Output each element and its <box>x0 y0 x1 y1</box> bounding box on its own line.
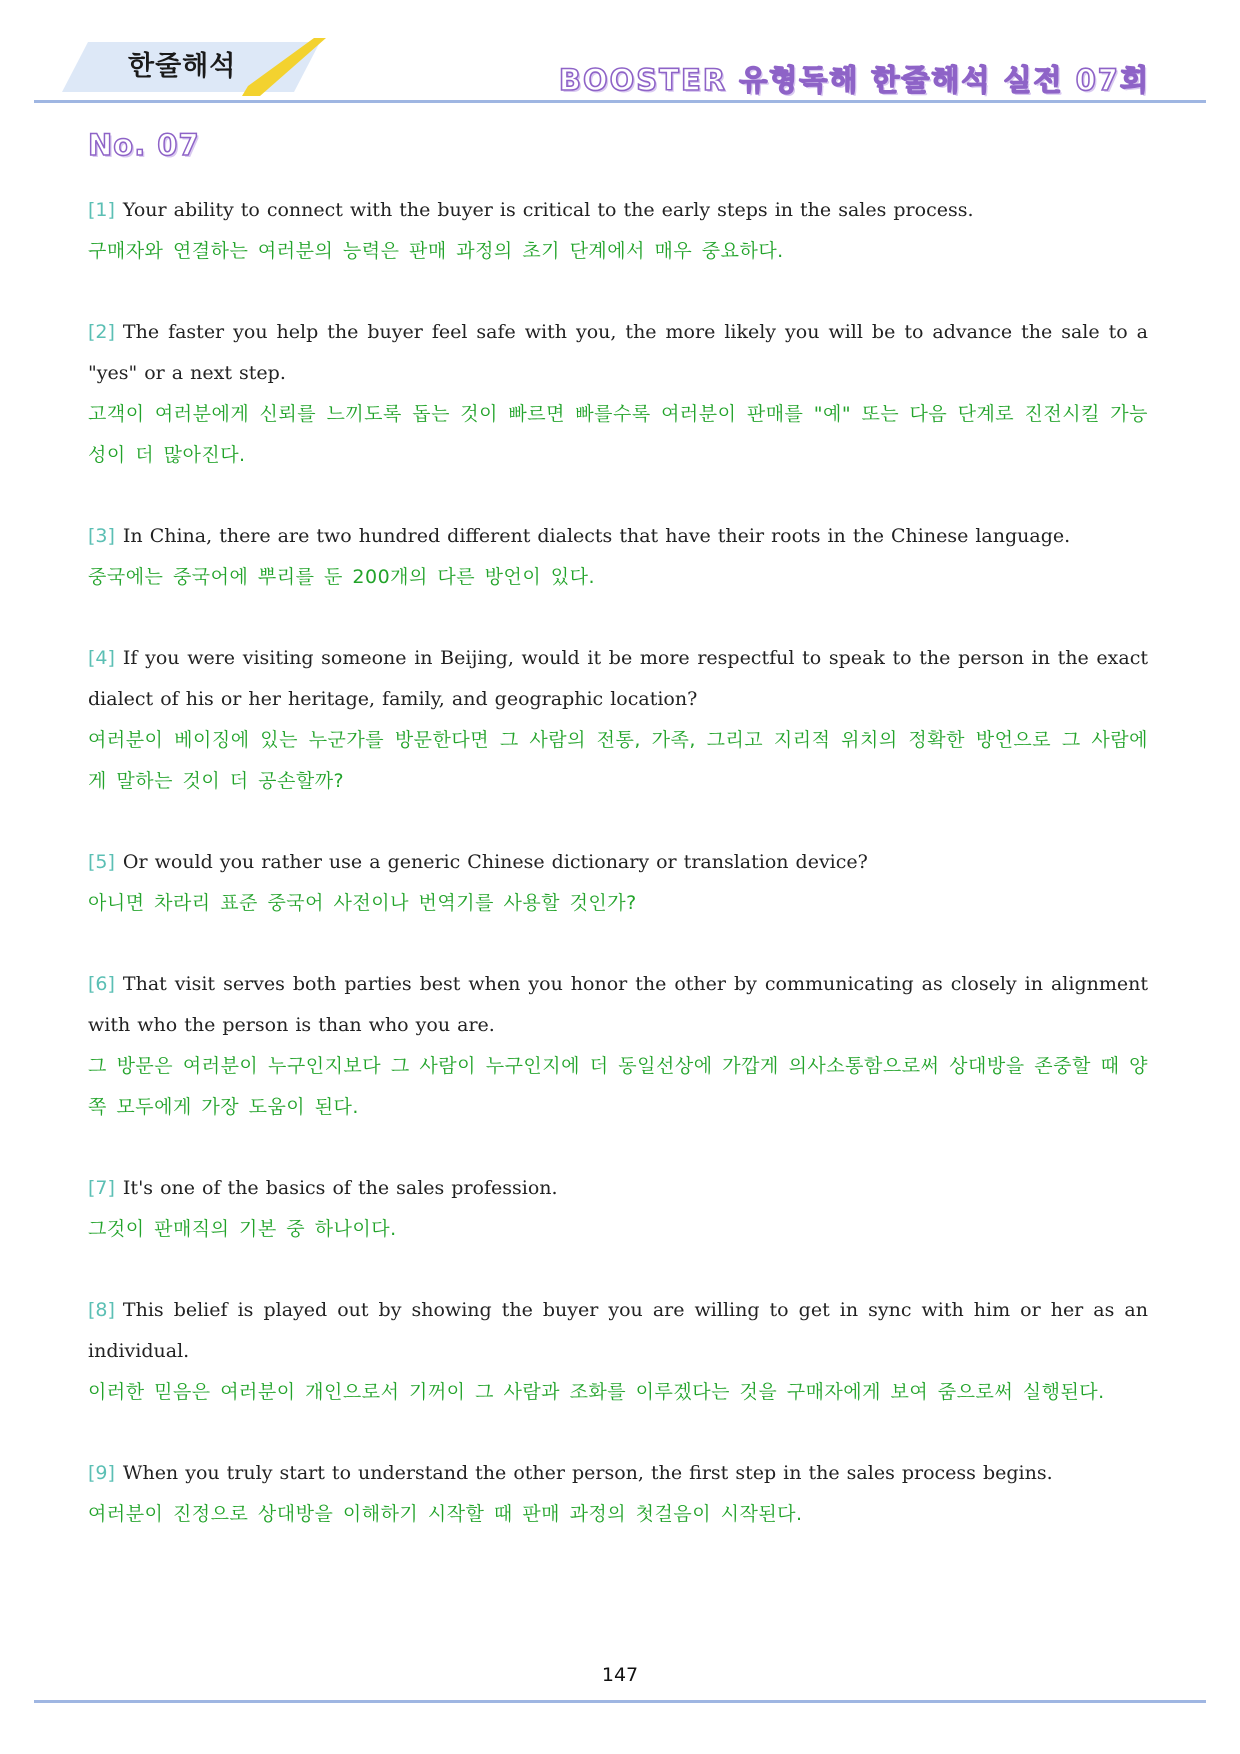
english-text: This belief is played out by showing the buyer you are willing to get in sync with him or her as an individual. <box>88 1299 1148 1362</box>
item-number-heading: No. 07 <box>88 128 200 162</box>
english-sentence <box>88 312 1148 394</box>
header-divider <box>34 100 1206 103</box>
english-sentence <box>88 1168 1148 1209</box>
sentence-block <box>88 1290 1148 1413</box>
english-sentence <box>88 190 1148 231</box>
english-sentence <box>88 842 1148 883</box>
sentence-list <box>88 190 1148 1575</box>
english-text: When you truly start to understand the other person, the first step in the sales process begins. <box>122 1462 1053 1484</box>
english-text: In China, there are two hundred different dialects that have their roots in the Chinese language. <box>122 525 1071 547</box>
korean-translation: 그것이 판매직의 기본 중 하나이다. <box>88 1218 397 1240</box>
page-header <box>0 0 1240 110</box>
english-text: Your ability to connect with the buyer is critical to the early steps in the sales process. <box>122 199 974 221</box>
english-sentence <box>88 516 1148 557</box>
korean-translation: 아니면 차라리 표준 중국어 사전이나 번역기를 사용할 것인가? <box>88 892 637 914</box>
sentence-marker: [5] <box>88 851 115 873</box>
sentence-marker: [9] <box>88 1462 115 1484</box>
english-sentence <box>88 964 1148 1046</box>
sentence-block <box>88 516 1148 598</box>
english-sentence <box>88 1453 1148 1494</box>
sentence-block <box>88 638 1148 802</box>
english-sentence <box>88 638 1148 720</box>
sentence-marker: [1] <box>88 199 115 221</box>
korean-translation: 그 방문은 여러분이 누구인지보다 그 사람이 누구인지에 더 동일선상에 가깝게 의사소통함으로써 상대방을 존중할 때 양쪽 모두에게 가장 도움이 된다. <box>88 1055 1148 1118</box>
korean-translation: 중국에는 중국어에 뿌리를 둔 200개의 다른 방언이 있다. <box>88 566 596 588</box>
sentence-block <box>88 1453 1148 1535</box>
sentence-marker: [2] <box>88 321 115 343</box>
footer-divider <box>34 1700 1206 1703</box>
sentence-block <box>88 312 1148 476</box>
sentence-marker: [6] <box>88 973 115 995</box>
korean-translation: 여러분이 진정으로 상대방을 이해하기 시작할 때 판매 과정의 첫걸음이 시작된다. <box>88 1503 803 1525</box>
sentence-marker: [4] <box>88 647 115 669</box>
korean-translation: 구매자와 연결하는 여러분의 능력은 판매 과정의 초기 단계에서 매우 중요하다. <box>88 240 784 262</box>
sentence-marker: [7] <box>88 1177 115 1199</box>
english-text: Or would you rather use a generic Chinese dictionary or translation device? <box>122 851 868 873</box>
english-text: It's one of the basics of the sales profession. <box>122 1177 558 1199</box>
page-number: 147 <box>601 1664 639 1686</box>
english-text: If you were visiting someone in Beijing, would it be more respectful to speak to the person in the exact dialect of his or her heritage, family, and geographic location? <box>88 647 1148 710</box>
english-sentence <box>88 1290 1148 1372</box>
sentence-block <box>88 1168 1148 1250</box>
document-title: BOOSTER 유형독해 한줄해석 실전 07회 <box>558 63 1150 97</box>
sentence-marker: [3] <box>88 525 115 547</box>
korean-translation: 여러분이 베이징에 있는 누군가를 방문한다면 그 사람의 전통, 가족, 그리고 지리적 위치의 정확한 방언으로 그 사람에게 말하는 것이 더 공손할까? <box>88 729 1148 792</box>
english-text: The faster you help the buyer feel safe with you, the more likely you will be to advance the sale to a "yes" or a next step. <box>88 321 1148 384</box>
sentence-block <box>88 964 1148 1128</box>
sentence-marker: [8] <box>88 1299 115 1321</box>
korean-translation: 고객이 여러분에게 신뢰를 느끼도록 돕는 것이 빠르면 빠를수록 여러분이 판매를 "예" 또는 다음 단계로 진전시킬 가능성이 더 많아진다. <box>88 403 1148 466</box>
sentence-block <box>88 842 1148 924</box>
section-tab-label: 한줄해석 <box>128 51 237 82</box>
english-text: That visit serves both parties best when you honor the other by communicating as closely in alignment with who the person is than who you are. <box>88 973 1148 1036</box>
sentence-block <box>88 190 1148 272</box>
korean-translation: 이러한 믿음은 여러분이 개인으로서 기꺼이 그 사람과 조화를 이루겠다는 것을 구매자에게 보여 줌으로써 실행된다. <box>88 1381 1105 1403</box>
